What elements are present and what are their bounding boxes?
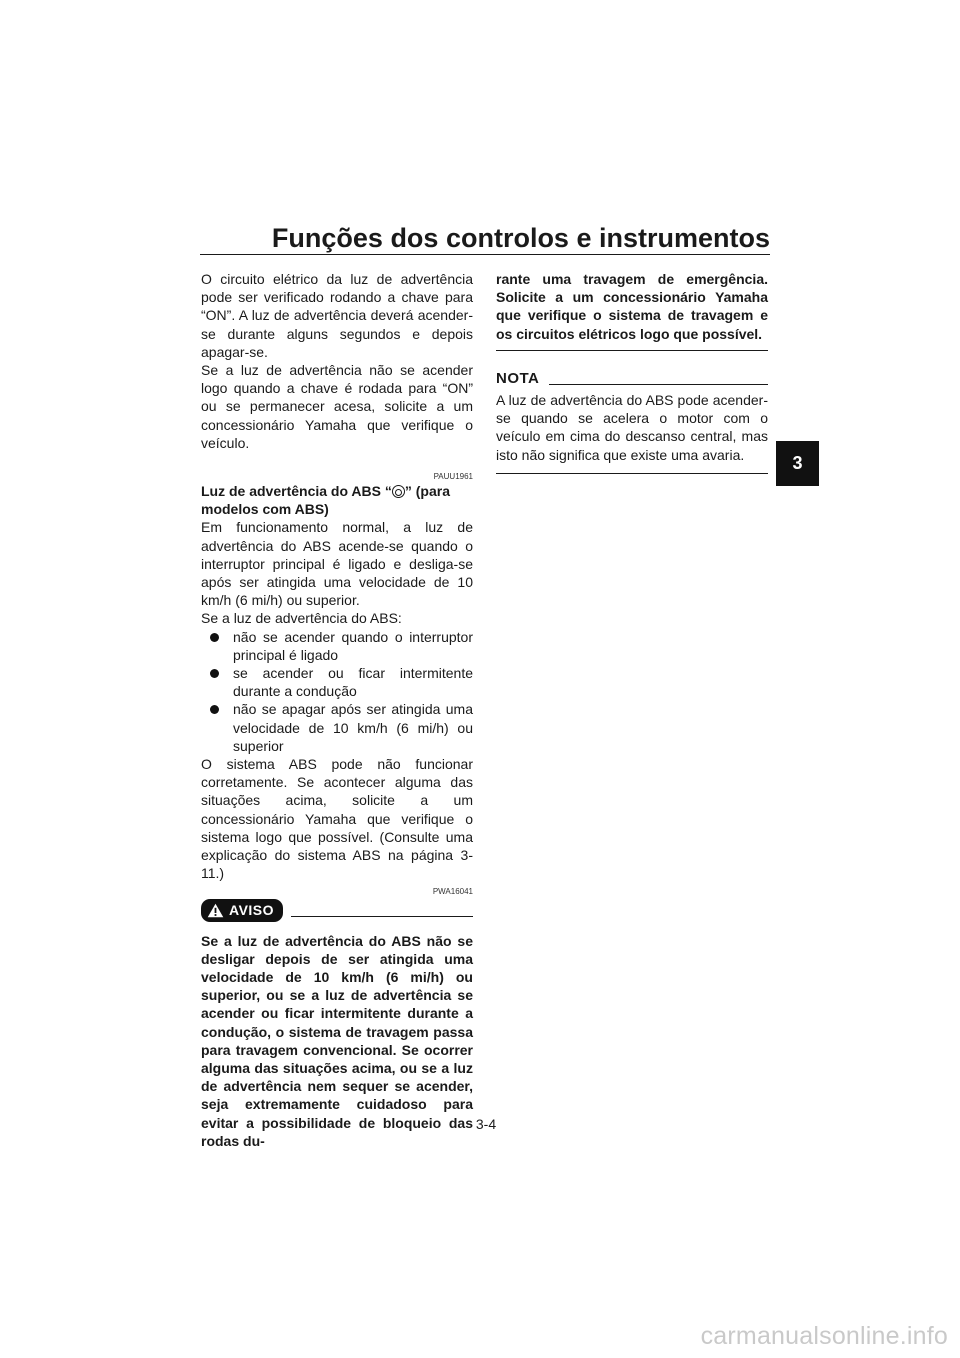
list-item [233,628,473,664]
note-header [496,370,768,388]
section-heading-prefix: Luz de advertência do ABS “ [201,483,392,500]
page-number: 3-4 [475,1116,497,1132]
list-item-text: não se acender quando o interruptor principal é ligado [233,628,473,663]
condition-list [201,628,473,755]
note-label: NOTA [496,369,540,387]
warning-text-continued: rante uma travagem de emergência. Solicite a um concessionário Yamaha que verifique o sistema de travagem e os circuitos elétricos logo que possível. [496,271,768,342]
bullet-icon [210,705,219,714]
bullet-icon [210,633,219,642]
watermark-text: carmanualsonline.info [700,1322,948,1350]
warning-code: PWA16041 [432,886,473,896]
warning-header [201,899,473,922]
after-list-paragraph: O sistema ABS pode não funcionar corretamente. Se acontecer alguma das situações acima, solicite a um concessionário Yamaha que verifique o sistema logo que possível. (Consulte uma explicação do sistema ABS na página 3-11.) [201,756,473,882]
note-rule [549,384,768,385]
left-column [201,270,473,1150]
note-text: A luz de advertência do ABS pode acender-se quando se acelera o motor com o veículo em cima do descanso central, mas isto não significa que existe uma avaria. [496,392,768,463]
note-end-rule [496,473,768,474]
warning-text: Se a luz de advertência do ABS não se desligar depois de ser atingida uma velocidade de 10 km/h (6 mi/h) ou superior, ou se a luz de advertência se acender ou ficar intermitente durante a condução, o sistema de travagem passa para travagem convencional. Se ocorrer alguma das situações acima, ou se a luz de advertência nem sequer se acender, seja extremamente cuidadoso para evitar a possibilidade de bloqueio das rodas du- [201,932,473,1149]
list-item [233,700,473,755]
warning-badge [201,899,283,922]
page-title: Funções dos controlos e instrumentos [271,223,770,253]
chapter-tab: 3 [776,441,819,486]
warning-rule [291,916,473,917]
intro-paragraph: O circuito elétrico da luz de advertência pode ser verificado rodando a chave para “ON”. A luz de advertência deverá acender-se durante alguns segundos e depois apagar-se. Se a luz de advertência não se acender logo quando a chave é rodada para “ON” ou se permanecer acesa, solicite a um concessionário Yamaha que verifique o veículo. [201,271,473,451]
list-item [233,664,473,700]
warning-label: AVISO [229,901,275,918]
warning-triangle-icon [207,903,224,918]
section-heading-suffix: ” (para modelos com ABS) [201,483,450,518]
section-code: PAUU1961 [433,472,473,482]
warning-end-rule [496,350,768,351]
list-item-text: não se apagar após ser atingida uma velocidade de 10 km/h (6 mi/h) ou superior [233,701,473,754]
abs-body-paragraph: Em funcionamento normal, a luz de advertência do ABS acende-se quando o interruptor principal é ligado e desliga-se após ser atingida uma velocidade de 10 km/h (6 mi/h) ou superior. [201,519,473,609]
header-rule [200,254,770,255]
bullet-icon [210,669,219,678]
list-intro: Se a luz de advertência do ABS: [201,610,402,627]
abs-warning-icon [392,485,405,498]
right-column [496,270,768,474]
list-item-text: se acender ou ficar intermitente durante a condução [233,665,473,700]
section-heading [201,482,473,518]
